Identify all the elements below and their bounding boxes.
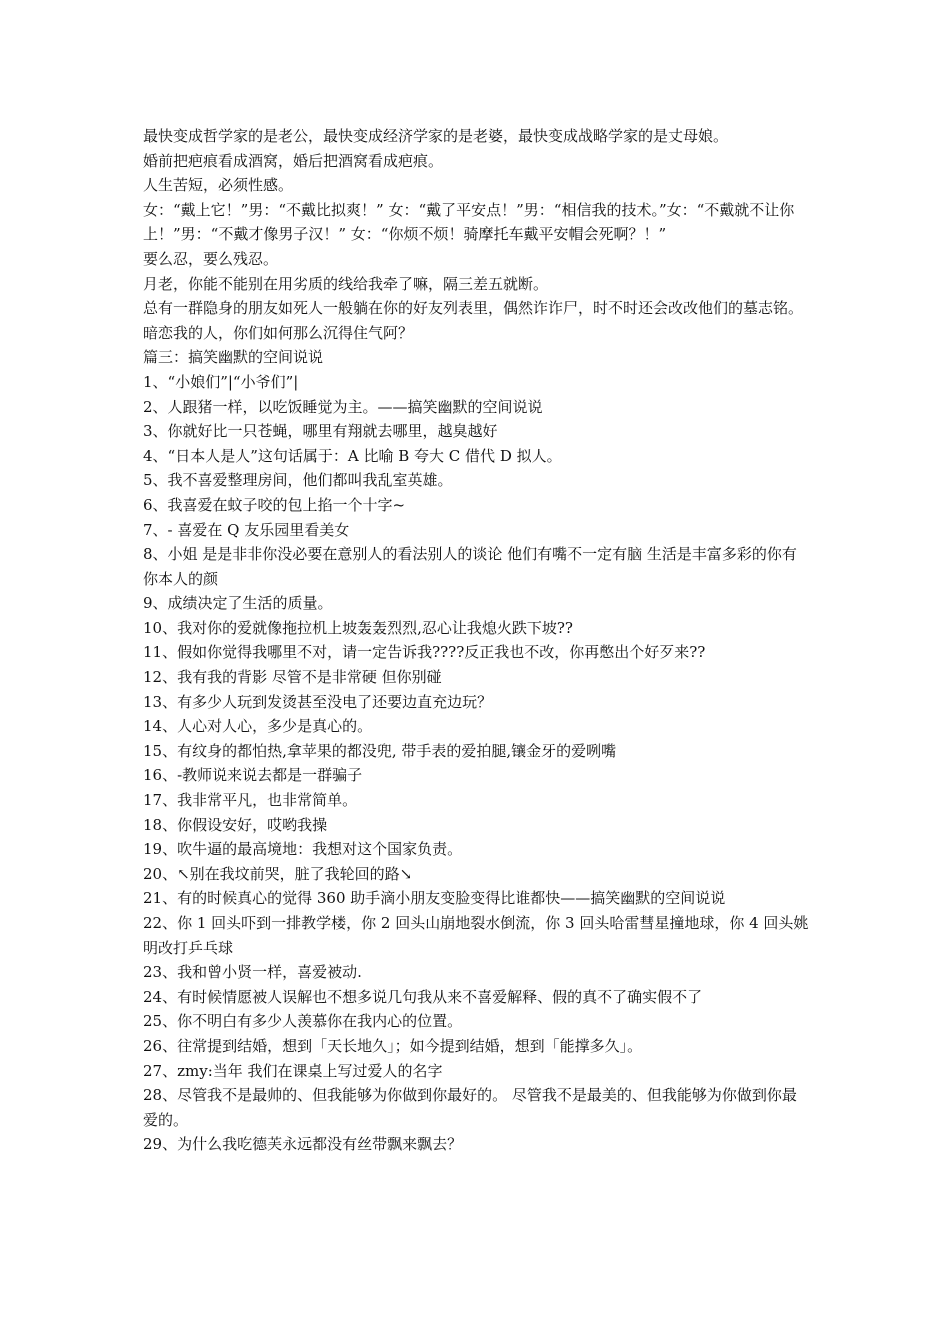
list-item-20: 20、↖别在我坟前哭，脏了我轮回的路↘ — [143, 864, 413, 883]
list-item-8: 8、小姐 是是非非你没必要在意别人的看法别人的谈论 他们有嘴不一定有脑 生活是丰富多彩的你有你本人的颜 — [143, 545, 797, 588]
list-item-5: 5、我不喜爱整理房间，他们都叫我乱室英雄。 — [143, 471, 453, 490]
paragraph-6: 月老，你能不能别在用劣质的线给我牵了嘛，隔三差五就断。 — [143, 274, 549, 293]
list-item-22: 22、你 1 回头吓到一排教学楼，你 2 回头山崩地裂水倒流，你 3 回头哈雷彗星撞地球，你 4 回头姚明改打乒乓球 — [143, 914, 809, 957]
paragraph-5: 要么忍，要么残忍。 — [143, 249, 279, 268]
paragraph-2: 婚前把疤痕看成酒窝，婚后把酒窝看成疤痕。 — [143, 151, 444, 170]
list-item-13: 13、有多少人玩到发烫甚至没电了还要边直充边玩？ — [143, 692, 493, 711]
list-item-6: 6、我喜爱在蚊子咬的包上掐一个十字~ — [143, 495, 406, 514]
paragraph-1: 最快变成哲学家的是老公，最快变成经济学家的是老婆，最快变成战略学家的是丈母娘。 — [143, 127, 729, 145]
list-item-26: 26、往常提到结婚，想到「天长地久」；如今提到结婚，想到「能撑多久」。 — [143, 1036, 643, 1055]
list-item-12: 12、我有我的背影 尽管不是非常硬 但你别碰 — [143, 668, 442, 687]
list-item-24: 24、有时候情愿被人误解也不想多说几句我从来不喜爱解释、假的真不了确实假不了 — [143, 987, 703, 1006]
list-item-25: 25、你不明白有多少人羡慕你在我内心的位置。 — [143, 1012, 463, 1031]
paragraph-3: 人生苦短，必须性感。 — [143, 176, 294, 195]
list-item-23: 23、我和曾小贤一样，喜爱被动. — [143, 963, 362, 982]
list-item-27: 27、zmy:当年 我们在课桌上写过爱人的名字 — [143, 1061, 443, 1080]
list-item-19: 19、吹牛逼的最高境地：我想对这个国家负责。 — [143, 840, 463, 859]
list-item-1: 1、“小娘们”|“小爷们”| — [143, 372, 299, 391]
paragraph-4: 女：“戴上它！”男：“不戴比拟爽！” 女：“戴了平安点！”男：“相信我的技术。”女：“不戴就不让你上！”男：“不戴才像男子汉！” 女：“你烦不烦！骑摩托车戴平安帽会死啊？！” — [143, 200, 795, 244]
list-item-15: 15、有纹身的都怕热,拿苹果的都没兜, 带手表的爱拍腿,镶金牙的爱咧嘴 — [143, 741, 617, 760]
list-item-21: 21、有的时候真心的觉得 360 助手滴小朋友变脸变得比谁都快——搞笑幽默的空间说说 — [143, 889, 726, 908]
list-item-11: 11、假如你觉得我哪里不对，请一定告诉我????反正我也不改，你再憋出个好歹来?? — [143, 643, 706, 662]
list-item-16: 16、-教师说来说去都是一群骗子 — [143, 766, 363, 785]
list-item-4: 4、“日本人是人”这句话属于：A 比喻 B 夸大 C 借代 D 拟人。 — [143, 446, 562, 465]
list-item-18: 18、你假设安好，哎哟我操 — [143, 815, 328, 834]
list-item-14: 14、人心对人心，多少是真心的。 — [143, 717, 373, 736]
list-item-17: 17、我非常平凡，也非常简单。 — [143, 791, 358, 810]
paragraph-7: 总有一群隐身的朋友如死人一般躺在你的好友列表里，偶然诈诈尸，时不时还会改改他们的墓志铭。 — [143, 299, 804, 318]
document-body — [143, 124, 809, 1157]
list-item-7: 7、- 喜爱在 Q 友乐园里看美女 — [143, 520, 350, 539]
section-heading: 篇三：搞笑幽默的空间说说 — [143, 348, 324, 367]
list-item-2: 2、人跟猪一样，以吃饭睡觉为主。——搞笑幽默的空间说说 — [143, 397, 543, 416]
list-item-3: 3、你就好比一只苍蝇，哪里有翔就去哪里，越臭越好 — [143, 422, 498, 441]
list-item-28: 28、尽管我不是最帅的、但我能够为你做到你最好的。 尽管我不是最美的、但我能够为你做到你最爱的。 — [143, 1086, 797, 1129]
paragraph-8: 暗恋我的人，你们如何那么沉得住气阿？ — [143, 323, 414, 342]
list-item-29: 29、为什么我吃德芙永远都没有丝带飘来飘去？ — [143, 1135, 463, 1154]
list-item-10: 10、我对你的爱就像拖拉机上坡轰轰烈烈,忍心让我熄火跌下坡?? — [143, 618, 573, 637]
list-item-9: 9、成绩决定了生活的质量。 — [143, 594, 333, 613]
